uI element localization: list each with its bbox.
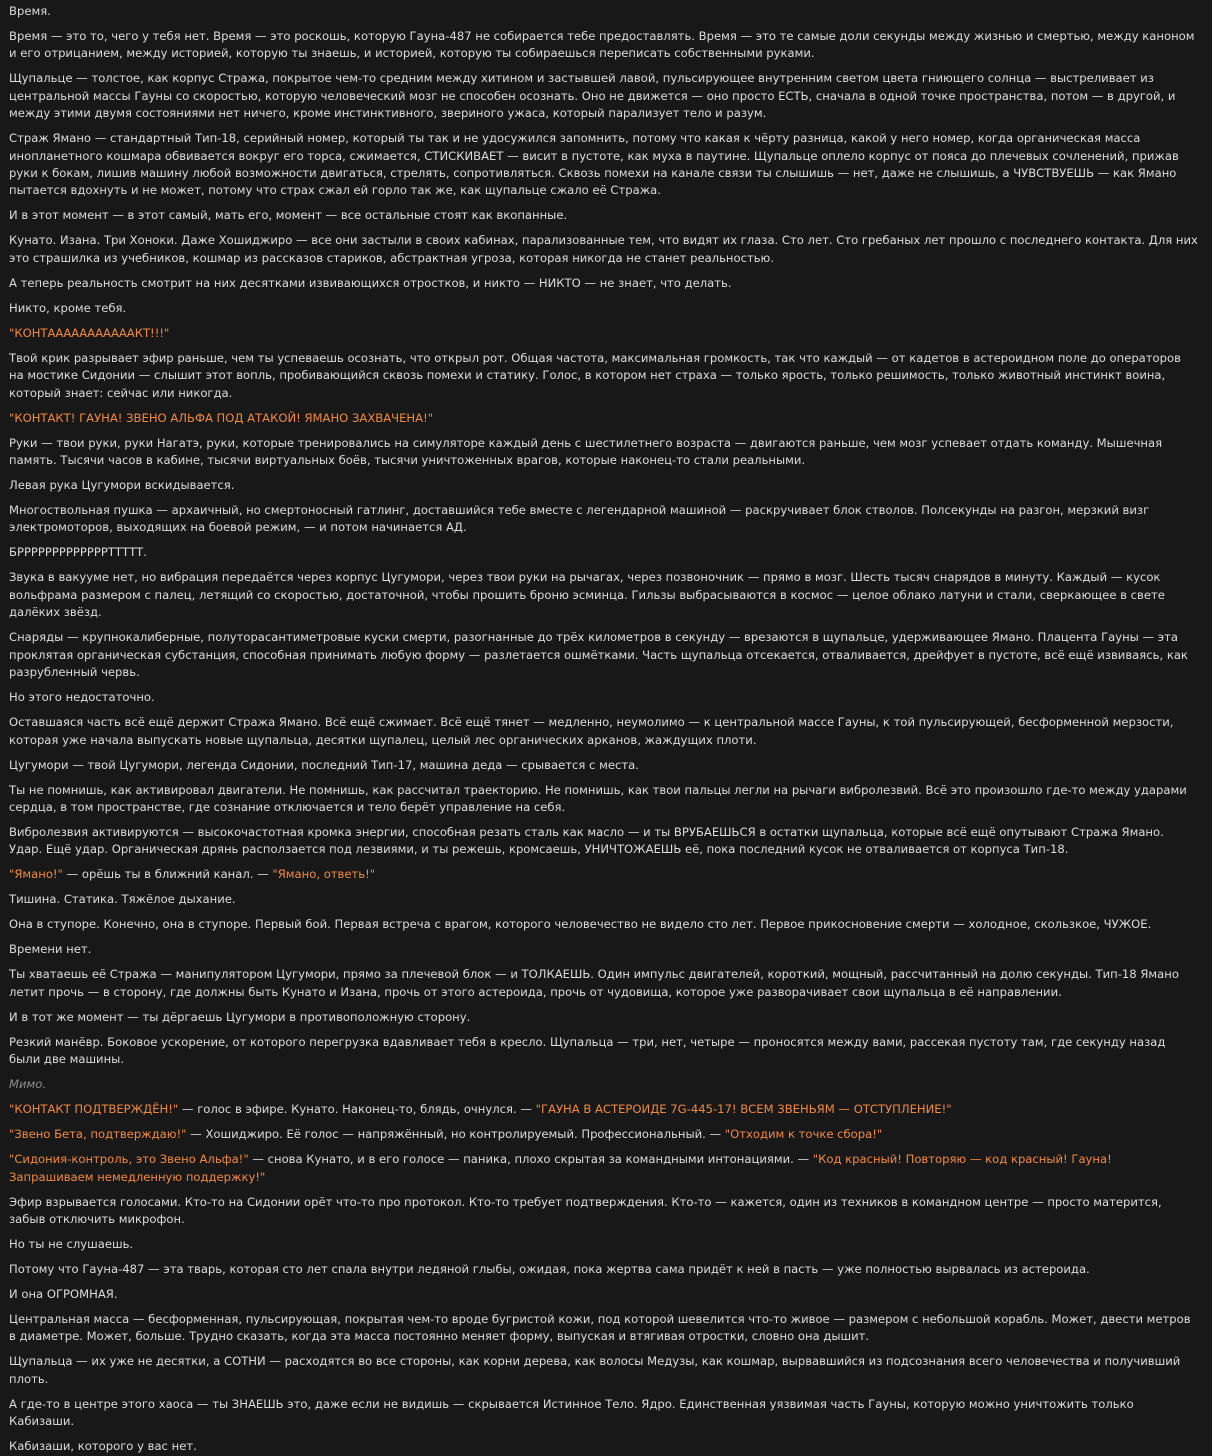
- story-paragraph: [9, 757, 1198, 774]
- dialogue-text: "Ямано, ответь!": [272, 867, 376, 882]
- story-paragraph: [9, 714, 1198, 749]
- story-paragraph: [9, 1438, 1198, 1455]
- narration-text: Она в ступоре. Конечно, она в ступоре. Первый бой. Первая встреча с врагом, которого человечество не видело сто лет. Первое прикосновение смерти — холодное, скользкое, ЧУЖОЕ.: [9, 917, 1152, 932]
- story-paragraph: [9, 350, 1198, 402]
- story-paragraph: [9, 207, 1198, 224]
- story-paragraph: [9, 70, 1198, 122]
- story-paragraph: [9, 629, 1198, 681]
- narration-text: — снова Кунато, и в его голосе — паника, плохо скрытая за командными интонациями. —: [248, 1152, 813, 1167]
- narration-text: Руки — твои руки, руки Нагатэ, руки, которые тренировались на симуляторе каждый день с шестилетнего возраста — двигаются раньше, чем мозг успевает отдать команду. Мышечная память. Тысячи часов в кабине, тысячи виртуальных боёв, тысячи уничтоженных врагов, которые наконец-то стали реальными.: [9, 435, 1163, 468]
- story-paragraph: [9, 966, 1198, 1001]
- italic-text: Мимо.: [9, 1077, 47, 1092]
- narration-text: А теперь реальность смотрит на них десятками извивающихся отростков, и никто — НИКТО — не знает, что делать.: [9, 275, 732, 290]
- story-paragraph: [9, 1194, 1198, 1229]
- narration-text: — Хошиджиро. Её голос — напряжённый, но контролируемый. Профессиональный. —: [186, 1127, 725, 1142]
- narration-text: И в тот же момент — ты дёргаешь Цугумори в противоположную сторону.: [9, 1009, 471, 1024]
- story-paragraph: [9, 824, 1198, 859]
- narration-text: И она ОГРОМНАЯ.: [9, 1286, 118, 1301]
- story-paragraph: [9, 130, 1198, 200]
- dialogue-text: "КОНТАКТ! ГАУНА! ЗВЕНО АЛЬФА ПОД АТАКОЙ! ЯМАНО ЗАХВАЧЕНА!": [9, 410, 434, 425]
- narration-text: Время.: [9, 4, 51, 18]
- story-paragraph: [9, 891, 1198, 908]
- story-paragraph: [9, 1286, 1198, 1303]
- story-paragraph: [9, 1076, 1198, 1093]
- story-paragraph: [9, 1151, 1198, 1186]
- story-paragraph: [9, 1009, 1198, 1026]
- narration-text: Центральная масса — бесформенная, пульсирующая, покрытая чем-то вроде бугристой кожи, под которой шевелится что-то живое — размером с небольшой корабль. Может, двести метров в диаметре. Может, больше. Трудно сказать, когда эта масса постоянно меняет форму, выпуская и втягивая отростки, словно она дышит.: [9, 1311, 1191, 1344]
- narration-text: Потому что Гауна-487 — эта тварь, которая сто лет спала внутри ледяной глыбы, ожидая, пока жертва сама придёт к ней в пасть — уже полностью вырвалась из астероида.: [9, 1261, 1090, 1276]
- story-paragraph: [9, 916, 1198, 933]
- dialogue-text: "Отходим к точке сбора!": [724, 1127, 883, 1142]
- narration-text: Оставшаяся часть всё ещё держит Стража Ямано. Всё ещё сжимает. Всё ещё тянет — медленно, неумолимо — к центральной массе Гауны, к той пульсирующей, бесформенной мерзости, которая уже начала выпускать новые щупальца, десятки щупалец, целый лес органических арканов, жаждущих плоти.: [9, 715, 1174, 747]
- narration-text: Кабизаши, которого у вас нет.: [9, 1439, 197, 1454]
- narration-text: Щупальца — их уже не десятки, а СОТНИ — расходятся во все стороны, как корни дерева, как волосы Медузы, как кошмар, вырвавшийся из подсознания всего человечества и получивший плоть.: [9, 1354, 1181, 1386]
- dialogue-text: "Звено Бета, подтверждаю!": [9, 1127, 187, 1142]
- dialogue-text: "ГАУНА В АСТЕРОИДЕ 7G-445-17! ВСЕМ ЗВЕНЬЯМ — ОТСТУПЛЕНИЕ!": [535, 1102, 952, 1117]
- narration-text: Вибролезвия активируются — высокочастотная кромка энергии, способная резать сталь как масло — и ты ВРУБАЕШЬСЯ в остатки щупальца, которые всё ещё опутывают Стража Ямано. Удар. Ещё удар. Органическая дрянь расползается под лезвиями, и ты режешь, кромсаешь, УНИЧТОЖАЕШЬ её, пока последний кусок не отваливается от корпуса Тип-18.: [9, 824, 1164, 857]
- story-paragraph: [9, 569, 1198, 621]
- story-paragraph: [9, 1396, 1198, 1431]
- story-paragraph: [9, 1261, 1198, 1278]
- story-paragraph: [9, 544, 1198, 561]
- narration-text: Твой крик разрывает эфир раньше, чем ты успеваешь осознать, что открыл рот. Общая частота, максимальная громкость, так что каждый — от кадетов в астероидном поле до операторов на мостике Сидонии — слышит этот вопль, пробивающийся сквозь помехи и статику. Голос, в котором нет страха — только ярость, только решимость, только животный инстинкт воина, который знает: сейчас или никогда.: [9, 350, 1181, 400]
- narration-text: Левая рука Цугумори вскидывается.: [9, 478, 235, 493]
- story-paragraph: [9, 689, 1198, 706]
- narration-text: Кунато. Изана. Три Хоноки. Даже Хошиджиро — все они застыли в своих кабинах, парализованные тем, что видят их глаза. Сто лет. Сто гребаных лет прошло с последнего контакта. Для них это страшилка из учебников, кошмар из рассказов стариков, абстрактная угроза, которая никогда не станет реальностью.: [9, 233, 1198, 265]
- dialogue-text: "Ямано!": [9, 867, 63, 882]
- narration-text: Время — это то, чего у тебя нет. Время — это роскошь, которую Гауна-487 не собирается тебе предоставлять. Время — это те самые доли секунды между жизнью и смертью, между каноном и его отрицанием, между историей, которую ты знаешь, и историей, которую ты собираешься переписать собственными руками.: [9, 29, 1195, 61]
- story-paragraph: [9, 325, 1198, 342]
- story-paragraph: [9, 1126, 1198, 1143]
- story-paragraph: [9, 275, 1198, 292]
- story-paragraph: [9, 782, 1198, 817]
- narration-text: Цугумори — твой Цугумори, легенда Сидонии, последний Тип-17, машина деда — срывается с места.: [9, 757, 639, 772]
- story-paragraph: [9, 502, 1198, 537]
- story-paragraph: [9, 866, 1198, 883]
- narration-text: Снаряды — крупнокалиберные, полуторасантиметровые куски смерти, разогнанные до трёх километров в секунду — врезаются в щупальце, удерживающее Ямано. Плацента Гауны — эта проклятая органическая субстанция, способная принимать любую форму — разлетается ошмётками. Часть щупальца отсекается, отваливается, дрейфует в пустоте, всё ещё извиваясь, как разрубленный червь.: [9, 630, 1188, 680]
- narration-text: Ты не помнишь, как активировал двигатели. Не помнишь, как рассчитал траекторию. Не помнишь, как твои пальцы легли на рычаги вибролезвий. Всё это произошло где-то между ударами сердца, в том пространстве, где сознание отключается и тело берёт управление на себя.: [9, 782, 1187, 814]
- story-paragraph: [9, 232, 1198, 267]
- narration-text: Никто, кроме тебя.: [9, 300, 127, 315]
- narration-text: Тишина. Статика. Тяжёлое дыхание.: [9, 892, 236, 907]
- dialogue-text: "КОНТАААААААААААКТ!!!": [9, 325, 170, 340]
- narration-text: Но этого недостаточно.: [9, 690, 155, 705]
- story-paragraph: [9, 941, 1198, 958]
- narration-text: И в этот момент — в этот самый, мать его, момент — все остальные стоят как вкопанные.: [9, 208, 568, 223]
- narration-text: Звука в вакууме нет, но вибрация передаётся через корпус Цугумори, через твои руки на рычагах, через позвоночник — прямо в мозг. Шесть тысяч снарядов в минуту. Каждый — кусок вольфрама размером с палец, летящий со скоростью, достаточной, чтобы прошить броню эсминца. Гильзы выбрасываются в космос — целое облако латуни и стали, сверкающее в свете далёких звёзд.: [9, 570, 1165, 620]
- story-paragraph: [9, 477, 1198, 494]
- narration-text: Резкий манёвр. Боковое ускорение, от которого перегрузка вдавливает тебя в кресло. Щупальца — три, нет, четыре — проносятся между вами, рассекая пустоту там, где секунду назад были две машины.: [9, 1034, 1166, 1067]
- story-paragraph: [9, 435, 1198, 470]
- story-paragraph: [9, 3, 1198, 20]
- story-paragraph: [9, 1034, 1198, 1069]
- narration-text: Щупальце — толстое, как корпус Стража, покрытое чем-то средним между хитином и застывшей лавой, пульсирующее внутренним светом цвета гниющего солнца — выстреливает из центральной массы Гауны со скоростью, которую человеческий мозг не способен осознать. Оно не движется — оно просто ЕСТЬ, сначала в одной точке пространства, потом — в другой, и между этими двумя состояниями нет ничего, кроме инстинктивного, звериного ужаса, который парализует тело и разум.: [9, 71, 1176, 121]
- story-paragraph: [9, 300, 1198, 317]
- story-paragraph: [9, 1236, 1198, 1253]
- narration-text: Ты хватаешь её Стража — манипулятором Цугумори, прямо за плечевой блок — и ТОЛКАЕШЬ. Один импульс двигателей, короткий, мощный, рассчитанный на долю секунды. Тип-18 Ямано летит прочь — в сторону, где должны быть Кунато и Изана, прочь от этого астероида, прочь от чудовища, которое уже разворачивает свои щупальца в её направлении.: [9, 967, 1179, 999]
- narration-text: Многоствольная пушка — архаичный, но смертоносный гатлинг, доставшийся тебе вместе с легендарной машиной — раскручивает блок стволов. Полсекунды на разгон, мерзкий визг электромоторов, выходящих на боевой режим, — и потом начинается АД.: [9, 503, 1150, 535]
- narration-text: Страж Ямано — стандартный Тип-18, серийный номер, который ты так и не удосужился запомнить, потому что какая к чёрту разница, какой у него номер, когда органическая масса инопланетного кошмара обвивается вокруг его торса, сжимается, СТИСКИВАЕТ — висит в пустоте, как муха в паутине. Щупальце оплело корпус от пояса до плечевых сочленений, прижав руки к бокам, лишив машину любой возможности двигаться, стрелять, сопротивляться. Сквозь помехи на канале связи ты слышишь — нет, даже не слышишь, а ЧУВСТВУЕШЬ — как Ямано пытается вдохнуть и не может, потому что страх сжал ей горло так же, как щупальце сжало её Стража.: [9, 131, 1179, 198]
- narration-text: Времени нет.: [9, 942, 92, 957]
- story-paragraph: [9, 1101, 1198, 1118]
- narration-text: БРРРРРРРРРРРРРТТТТТ.: [9, 545, 147, 560]
- dialogue-text: "Сидония-контроль, это Звено Альфа!": [9, 1152, 249, 1167]
- story-paragraph: [9, 28, 1198, 63]
- narration-text: — голос в эфире. Кунато. Наконец-то, блядь, очнулся. —: [178, 1102, 536, 1117]
- story-paragraph: [9, 410, 1198, 427]
- dialogue-text: "Код красный! Повторяю — код красный! Гауна! Запрашиваем немедленную поддержку!": [9, 1152, 1112, 1184]
- story-paragraph: [9, 1311, 1198, 1346]
- narration-text: — орёшь ты в ближний канал. —: [62, 867, 273, 882]
- narration-text: Но ты не слушаешь.: [9, 1236, 134, 1251]
- story-paragraph: [9, 1353, 1198, 1388]
- narration-text: Эфир взрывается голосами. Кто-то на Сидонии орёт что-то про протокол. Кто-то требует подтверждения. Кто-то — кажется, один из техников в командном центре — просто матерится, забыв отключить микрофон.: [9, 1194, 1162, 1226]
- narration-text: А где-то в центре этого хаоса — ты ЗНАЕШЬ это, даже если не видишь — скрывается Истинное Тело. Ядро. Единственная уязвимая часть Гауны, которую можно уничтожить только Кабизаши.: [9, 1396, 1134, 1429]
- dialogue-text: "КОНТАКТ ПОДТВЕРЖДЁН!": [9, 1102, 179, 1117]
